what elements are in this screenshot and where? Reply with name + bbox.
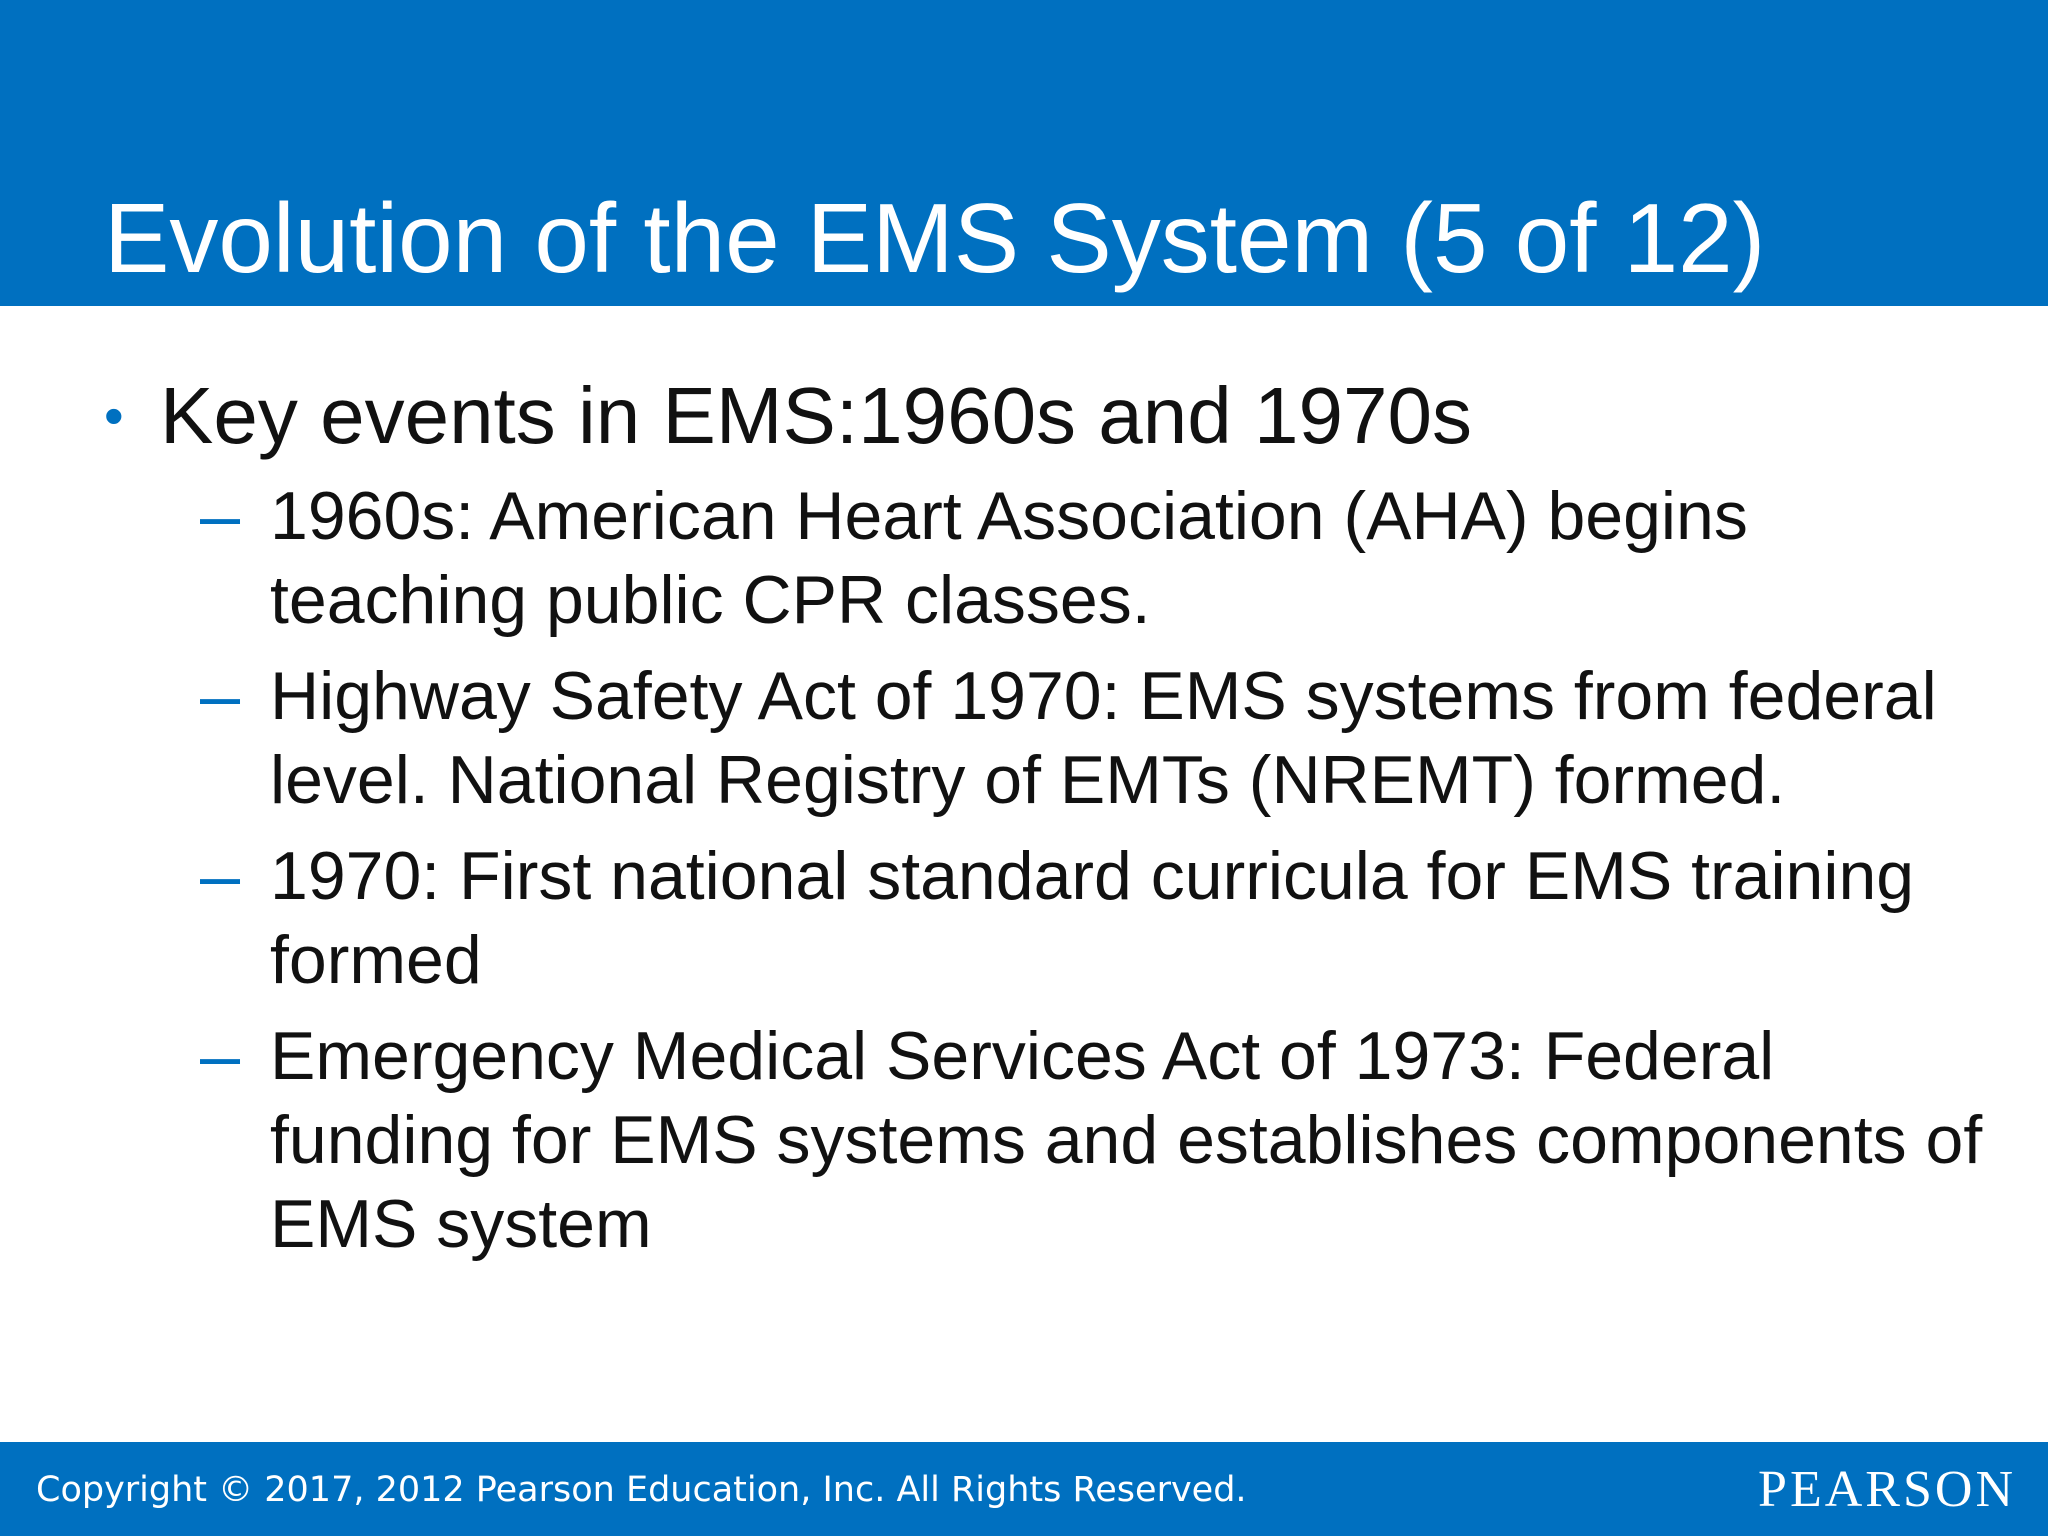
- sub-bullet-text: 1960s: American Heart Association (AHA) begins teaching public CPR classes.: [270, 478, 1748, 638]
- bullet-dot-icon: •: [104, 384, 124, 447]
- title-bar: [0, 0, 2048, 306]
- dash-icon: –: [200, 476, 241, 556]
- sub-bullet-text: Emergency Medical Services Act of 1973: Federal funding for EMS systems and establishes components of EMS system: [270, 1018, 1983, 1262]
- sub-bullet-item: [200, 834, 1990, 1002]
- sub-bullet-item: [200, 474, 1990, 642]
- main-bullet: [104, 360, 1472, 472]
- sub-bullet-text: Highway Safety Act of 1970: EMS systems from federal level. National Registry of EMTs (NREMT) formed.: [270, 658, 1937, 818]
- pearson-logo: PEARSON: [1758, 1461, 2016, 1518]
- slide-title: Evolution of the EMS System (5 of 12): [104, 183, 1766, 293]
- sub-bullet-text: 1970: First national standard curricula for EMS training formed: [270, 838, 1915, 998]
- sub-bullet-list: [200, 474, 1990, 1278]
- sub-bullet-item: [200, 654, 1990, 822]
- copyright-text: Copyright © 2017, 2012 Pearson Education, Inc. All Rights Reserved.: [36, 1470, 1247, 1510]
- sub-bullet-item: [200, 1014, 1990, 1266]
- footer-bar: [0, 1442, 2048, 1536]
- dash-icon: –: [200, 656, 241, 736]
- main-bullet-text: Key events in EMS:1960s and 1970s: [160, 371, 1472, 460]
- dash-icon: –: [200, 1016, 241, 1096]
- dash-icon: –: [200, 836, 241, 916]
- slide-content: [0, 306, 2048, 1442]
